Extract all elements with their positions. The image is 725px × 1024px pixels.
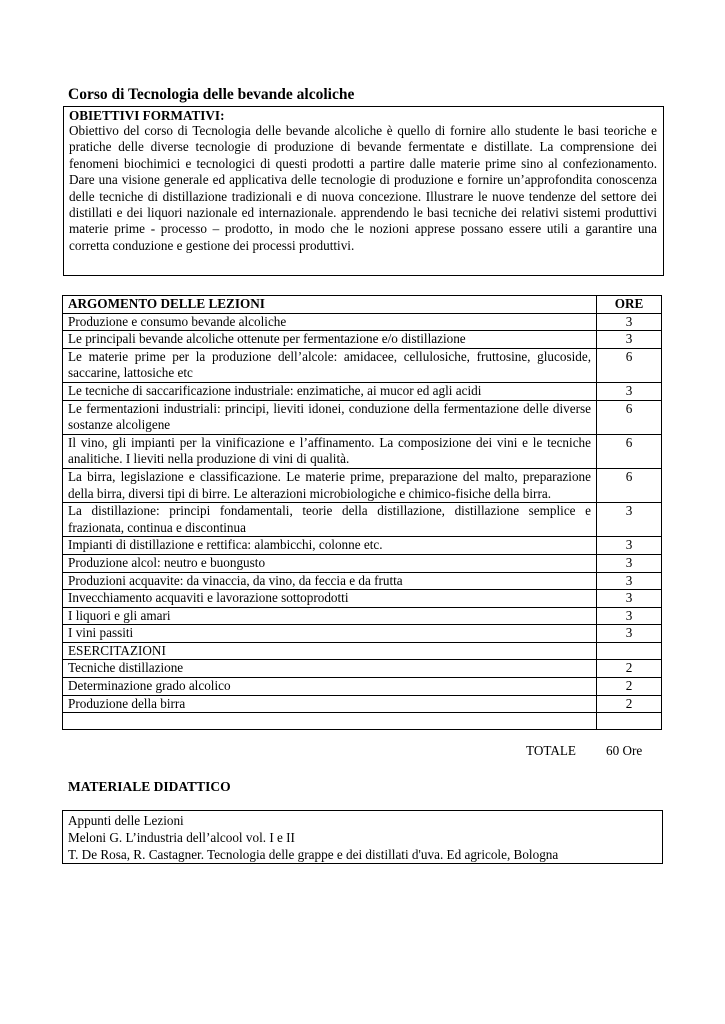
- total-label: TOTALE: [526, 743, 576, 758]
- lesson-topic: Produzione e consumo bevande alcoliche: [63, 313, 597, 331]
- table-row: [63, 642, 662, 660]
- header-topic: ARGOMENTO DELLE LEZIONI: [63, 296, 597, 314]
- lesson-hours: 3: [597, 382, 662, 400]
- lesson-hours: 6: [597, 434, 662, 468]
- table-row: [63, 678, 662, 696]
- lesson-topic: Determinazione grado alcolico: [63, 678, 597, 696]
- lesson-topic: Impianti di distillazione e rettifica: alambicchi, colonne etc.: [63, 537, 597, 555]
- table-header-row: [63, 296, 662, 314]
- lesson-topic: Le tecniche di saccarificazione industriale: enzimatiche, ai mucor ed agli acidi: [63, 382, 597, 400]
- lesson-topic: Produzione della birra: [63, 695, 597, 713]
- table-row: [63, 331, 662, 349]
- lessons-table: [62, 295, 662, 730]
- lesson-topic: La birra, legislazione e classificazione. Le materie prime, preparazione del malto, preparazione della birra, diversi tipi di birre. Le alterazioni microbiologiche e chimico-fisiche della birra.: [63, 468, 597, 502]
- objectives-text: Obiettivo del corso di Tecnologia delle bevande alcoliche è quello di fornire allo studente le basi teoriche e pratiche delle diverse tecnologie di produzione di bevande fermentate e distillate. La comprensione dei fenomeni biochimici e tecnologici di questi prodotti a partire dalle materie prime sino al confezionamento. Dare una visione generale ed applicativa delle tecnologie di produzione e fornire un’approfondita conoscenza delle tecniche di distillazione tradizionali e di nuova concezione. Illustrare le nuove tendenze del settore dei distillati e dei liquori nazionale ed internazionale. apprendendo le basi tecniche dei relativi sistemi produttivi materie prime - processo – prodotto, in modo che le nozioni apprese possano essere utili a garantire una corretta conduzione e gestione dei processi produttivi.: [69, 123, 657, 253]
- table-row-empty: [63, 713, 662, 730]
- lesson-hours: 3: [597, 313, 662, 331]
- table-row: [63, 554, 662, 572]
- materials-line: Meloni G. L’industria dell’alcool vol. I e II: [68, 830, 295, 845]
- lesson-hours: 3: [597, 537, 662, 555]
- lesson-hours: 6: [597, 400, 662, 434]
- table-row: [63, 590, 662, 608]
- objectives-box: [63, 106, 664, 276]
- table-row: [63, 503, 662, 537]
- table-row: [63, 313, 662, 331]
- lesson-topic: [63, 713, 597, 730]
- materials-line: T. De Rosa, R. Castagner. Tecnologia delle grappe e dei distillati d'uva. Ed agricole, Bologna: [68, 847, 559, 862]
- lesson-topic: Le fermentazioni industriali: principi, lieviti idonei, conduzione della fermentazione delle diverse sostanze alcoligene: [63, 400, 597, 434]
- table-row: [63, 660, 662, 678]
- table-row: [63, 468, 662, 502]
- lesson-topic: ESERCITAZIONI: [63, 642, 597, 660]
- lesson-topic: Produzione alcol: neutro e buongusto: [63, 554, 597, 572]
- lesson-hours: 3: [597, 331, 662, 349]
- lesson-hours: 6: [597, 468, 662, 502]
- lesson-topic: Le principali bevande alcoliche ottenute per fermentazione e/o distillazione: [63, 331, 597, 349]
- table-row: [63, 572, 662, 590]
- lesson-topic: I liquori e gli amari: [63, 607, 597, 625]
- table-row: [63, 625, 662, 643]
- table-row: [63, 400, 662, 434]
- lesson-hours: 3: [597, 590, 662, 608]
- lesson-hours: 3: [597, 503, 662, 537]
- lesson-topic: La distillazione: principi fondamentali, teorie della distillazione, distillazione semplice e frazionata, continua e discontinua: [63, 503, 597, 537]
- lesson-topic: Produzioni acquavite: da vinaccia, da vino, da feccia e da frutta: [63, 572, 597, 590]
- materials-line: Appunti delle Lezioni: [68, 813, 184, 828]
- course-title: Corso di Tecnologia delle bevande alcoliche: [68, 86, 355, 103]
- table-row: [63, 695, 662, 713]
- table-row: [63, 607, 662, 625]
- lesson-hours: 2: [597, 695, 662, 713]
- lesson-topic: Invecchiamento acquaviti e lavorazione sottoprodotti: [63, 590, 597, 608]
- lesson-hours: [597, 713, 662, 730]
- lesson-hours: [597, 642, 662, 660]
- lesson-hours: 3: [597, 625, 662, 643]
- table-row: [63, 382, 662, 400]
- lesson-topic: I vini passiti: [63, 625, 597, 643]
- lesson-hours: 3: [597, 554, 662, 572]
- lesson-topic: Il vino, gli impianti per la vinificazione e l’affinamento. La composizione dei vini e le tecniche analitiche. I lieviti nella produzione di vini di qualità.: [63, 434, 597, 468]
- table-row: [63, 348, 662, 382]
- lesson-topic: Tecniche distillazione: [63, 660, 597, 678]
- table-row: [63, 434, 662, 468]
- materials-heading: MATERIALE DIDATTICO: [68, 779, 231, 794]
- lesson-hours: 2: [597, 660, 662, 678]
- objectives-heading: OBIETTIVI FORMATIVI:: [69, 108, 225, 123]
- lesson-topic: Le materie prime per la produzione dell’alcole: amidacee, cellulosiche, fruttosine, glucoside, saccarine, lattosiche etc: [63, 348, 597, 382]
- total-value: 60 Ore: [606, 743, 643, 758]
- lesson-hours: 3: [597, 572, 662, 590]
- table-row: [63, 537, 662, 555]
- lesson-hours: 6: [597, 348, 662, 382]
- materials-box: [62, 810, 663, 864]
- lesson-hours: 3: [597, 607, 662, 625]
- header-hours: ORE: [597, 296, 662, 314]
- lesson-hours: 2: [597, 678, 662, 696]
